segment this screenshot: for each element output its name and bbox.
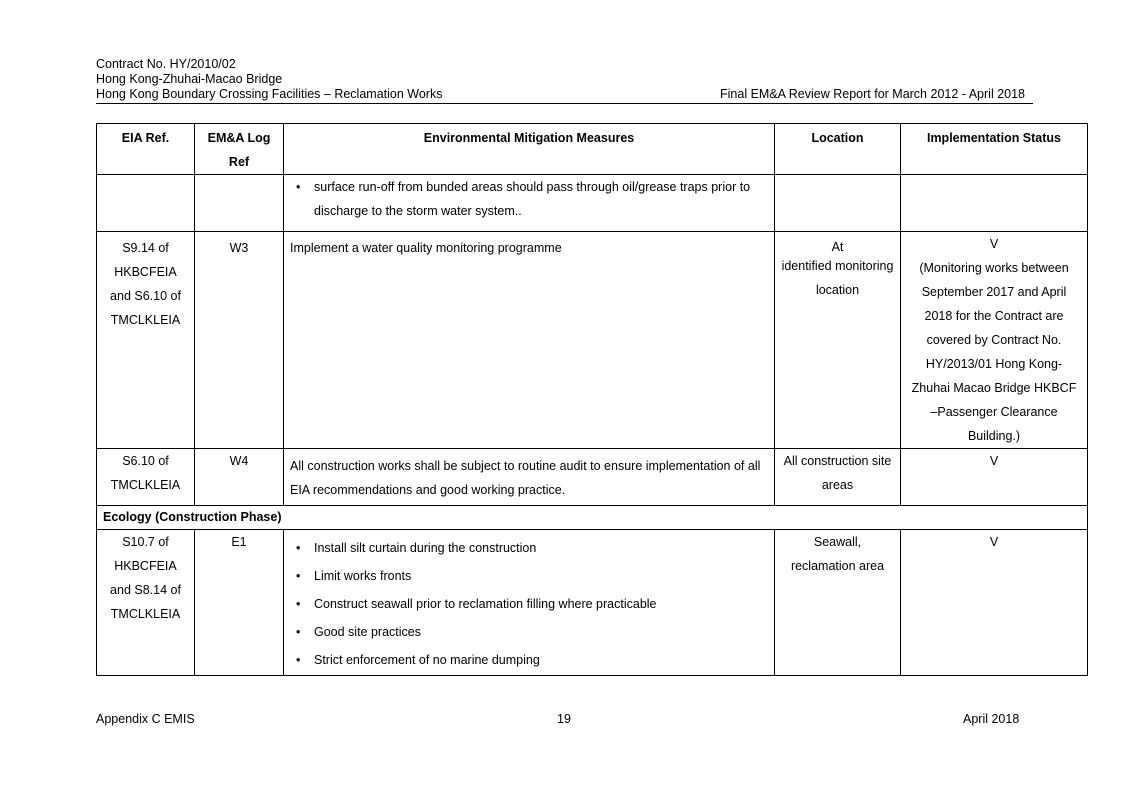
section-row <box>97 506 1088 530</box>
status-value: V <box>989 237 999 251</box>
list-item: • surface run-off from bunded areas should pass through oil/grease traps prior to discharge to the storm water system.. <box>290 175 768 223</box>
list-item: • Good site practices <box>290 618 768 646</box>
location-text-top: At <box>831 240 844 254</box>
table-row <box>97 175 1088 232</box>
works-name: Hong Kong Boundary Crossing Facilities – Reclamation Works <box>96 87 443 101</box>
contract-number: Contract No. HY/2010/02 <box>96 57 236 71</box>
eia-ref-cell: S10.7 of HKBCFEIA and S8.14 of TMCLKLEIA <box>97 530 195 676</box>
footer-appendix: Appendix C EMIS <box>96 712 195 726</box>
list-item: • Strict enforcement of no marine dumping <box>290 646 768 674</box>
col-header-eia-ref: EIA Ref. <box>97 124 195 175</box>
col-header-log-ref: EM&A Log Ref <box>195 124 284 175</box>
eia-ref-cell: S6.10 of TMCLKLEIA <box>97 449 195 506</box>
footer-date: April 2018 <box>963 712 1020 726</box>
col-header-status: Implementation Status <box>901 124 1088 175</box>
page-header <box>96 57 1033 102</box>
log-ref-cell: E1 <box>195 530 284 676</box>
measure-list <box>290 175 768 223</box>
measure-cell: All construction works shall be subject to routine audit to ensure implementation of all EIA recommendations and good working practice. <box>284 449 775 506</box>
measure-cell <box>284 530 775 676</box>
location-cell: Seawall, reclamation area <box>775 530 901 676</box>
list-item: • Limit works fronts <box>290 562 768 590</box>
col-header-measures: Environmental Mitigation Measures <box>284 124 775 175</box>
location-cell <box>775 232 901 449</box>
measure-cell: Implement a water quality monitoring programme <box>284 232 775 449</box>
list-item: • Construct seawall prior to reclamation filling where practicable <box>290 590 768 618</box>
location-text: identified monitoring location <box>781 259 894 297</box>
location-cell: All construction site areas <box>775 449 901 506</box>
report-title: Final EM&A Review Report for March 2012 - April 2018 <box>720 87 1025 101</box>
table-header-row <box>97 124 1088 175</box>
measure-cell <box>284 175 775 232</box>
page-number: 19 <box>557 712 571 726</box>
table-row <box>97 449 1088 506</box>
header-divider <box>96 103 1033 104</box>
emis-table <box>96 123 1088 676</box>
status-cell: V <box>901 530 1088 676</box>
table-row <box>97 232 1088 449</box>
measure-list <box>290 534 768 674</box>
log-ref-cell: W4 <box>195 449 284 506</box>
section-heading: Ecology (Construction Phase) <box>97 506 1088 530</box>
status-cell: V <box>901 449 1088 506</box>
status-cell <box>901 232 1088 449</box>
eia-ref-cell: S9.14 of HKBCFEIA and S6.10 of TMCLKLEIA <box>97 232 195 449</box>
list-item: • Install silt curtain during the construction <box>290 534 768 562</box>
status-note: (Monitoring works between September 2017 and April 2018 for the Contract are covered by Contract No. HY/2013/01 Hong Kong-Zhuhai Macao Bridge HKBCF –Passenger Clearance Building.) <box>911 261 1077 443</box>
project-name: Hong Kong-Zhuhai-Macao Bridge <box>96 72 283 86</box>
log-ref-cell: W3 <box>195 232 284 449</box>
col-header-location: Location <box>775 124 901 175</box>
table-row <box>97 530 1088 676</box>
